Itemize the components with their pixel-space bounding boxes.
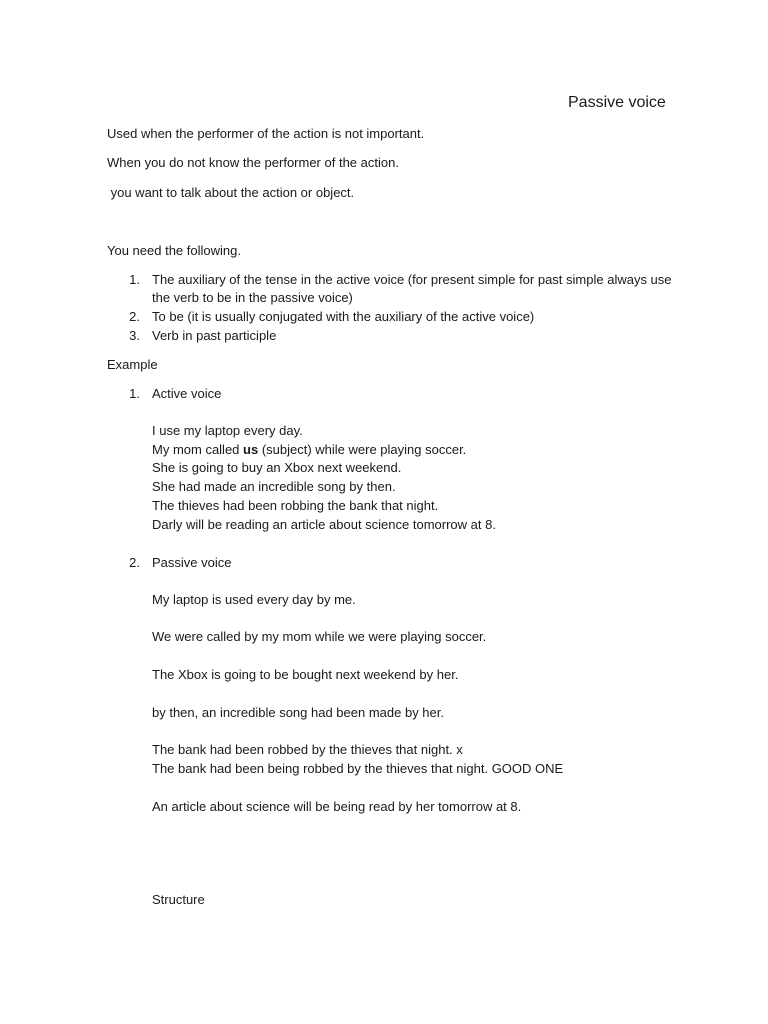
passive-sentence: An article about science will be being read by her tomorrow at 8. [152,799,522,814]
sentence-text: My mom called [152,442,244,457]
active-sentence: She had made an incredible song by then. [152,479,396,494]
passive-sentence: The bank had been robbed by the thieves that night. x [152,742,463,757]
need-heading: You need the following. [107,243,241,258]
list-item: Verb in past participle [152,328,277,343]
page-title: Passive voice [568,94,666,111]
passive-sentence: My laptop is used every day by me. [152,592,356,607]
passive-sentence: We were called by my mom while we were playing soccer. [152,629,487,644]
active-sentence [152,441,466,459]
active-sentence: Darly will be reading an article about science tomorrow at 8. [152,517,496,532]
list-item: To be (it is usually conjugated with the auxiliary of the active voice) [152,309,535,324]
bold-word: us [243,442,259,457]
list-number: 2. [129,555,140,570]
passive-voice-label: Passive voice [152,555,232,570]
example-heading: Example [107,357,158,372]
list-number: 1. [129,272,140,287]
intro-line: When you do not know the performer of the action. [107,155,399,170]
intro-line: you want to talk about the action or object. [107,185,355,200]
list-number: 3. [129,328,140,343]
active-voice-label: Active voice [152,386,222,401]
sentence-text: (subject) while were playing soccer. [258,442,467,457]
passive-sentence: The Xbox is going to be bought next weekend by her. [152,667,459,682]
list-item-continuation: the verb to be in the passive voice) [152,290,353,305]
passive-sentence: by then, an incredible song had been made by her. [152,705,444,720]
active-sentence: The thieves had been robbing the bank that night. [152,498,439,513]
structure-heading: Structure [152,892,205,907]
list-number: 1. [129,386,140,401]
list-number: 2. [129,309,140,324]
intro-line: Used when the performer of the action is not important. [107,126,425,141]
passive-sentence: The bank had been being robbed by the thieves that night. GOOD ONE [152,761,564,776]
list-item: The auxiliary of the tense in the active voice (for present simple for past simple always use [152,272,672,287]
active-sentence: I use my laptop every day. [152,423,303,438]
active-sentence: She is going to buy an Xbox next weekend. [152,460,402,475]
